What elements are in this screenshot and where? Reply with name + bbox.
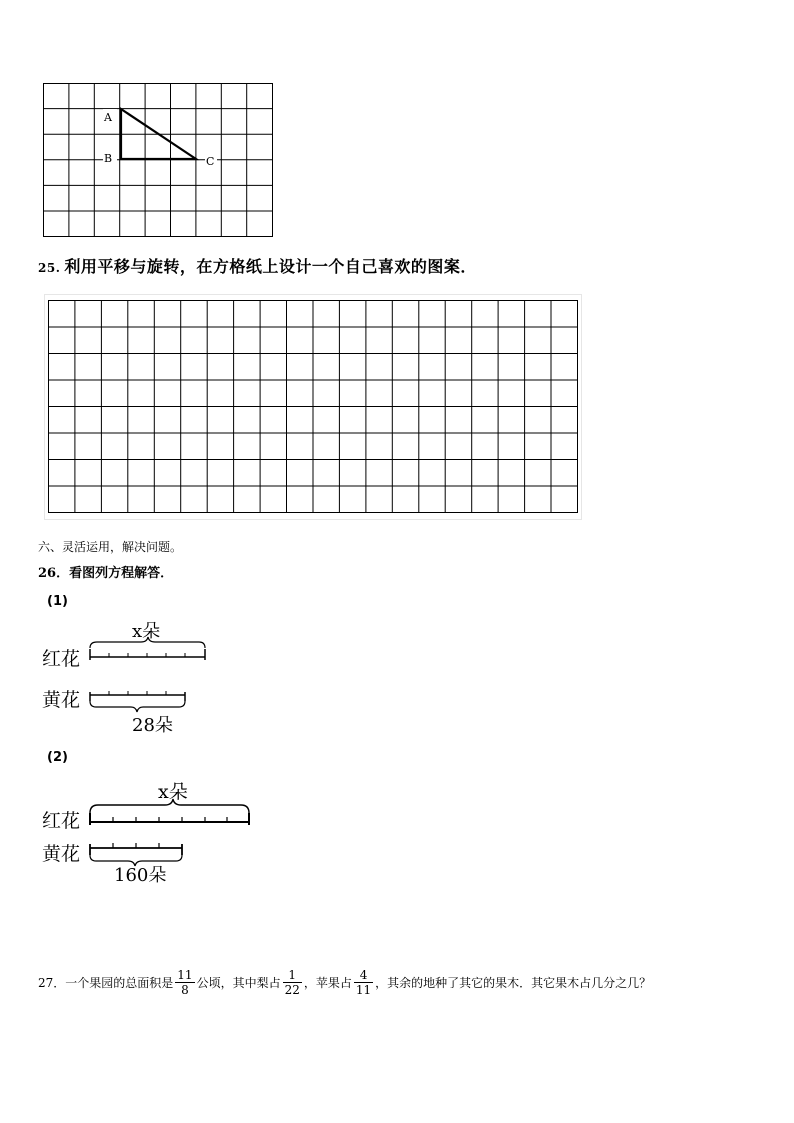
q26-text: 看图列方程解答． [69,566,174,581]
q24-grid-svg [43,83,275,239]
part2-red-label: 红花 [42,810,81,832]
q27-text-3: ，苹果占 [303,975,352,990]
part1-yellow-label: 黄花 [42,689,81,711]
part2-yellow-value: 160朵 [114,865,167,886]
label-b: B [104,152,113,165]
q26-part1-diagram [40,615,220,737]
q27-text-2: 公顷，其中梨占 [196,975,281,990]
q24-grid-figure [43,83,275,239]
q25-grid-svg [44,294,582,520]
part2-yellow-label: 黄花 [42,843,81,865]
section-6-title: 六、灵活运用，解决问题。 [38,540,183,554]
question-25 [38,254,477,277]
frac3-denominator: 11 [355,982,372,997]
question-27 [38,962,651,1002]
part1-red-brace [90,637,205,648]
label-a: A [104,111,112,124]
q27-text-4: ，其余的地种了其它的果木．其它果木占几分之几？ [375,975,652,990]
q27-fraction-apple [355,968,372,997]
q25-number: 25. [38,261,61,275]
frac2-numerator: 1 [288,967,297,982]
frac1-numerator: 11 [177,967,193,982]
q26-part1-label: (1) [47,594,68,609]
q26-number: 26． [38,566,70,581]
part1-yellow-value: 28朵 [132,715,173,736]
part1-red-label: 红花 [42,648,81,670]
q27-number: 27． [38,975,66,990]
q27-fraction-area [176,968,193,997]
q26-part2-label: (2) [47,750,68,765]
q27-fraction-pear [284,968,301,997]
q27-text-1: 一个果园的总面积是 [65,975,174,990]
part2-red-value: x朵 [158,781,188,803]
q26-part1-svg [40,615,220,737]
frac3-numerator: 4 [359,967,368,982]
frac1-denominator: 8 [181,982,189,997]
q25-grid-lines [48,300,578,513]
part1-red-value: x朵 [132,621,161,642]
q26-part2-diagram [40,777,260,889]
q26-part2-svg [40,777,260,889]
q25-text: 利用平移与旋转，在方格纸上设计一个自己喜欢的图案． [64,257,477,276]
question-26 [38,562,173,581]
part1-yellow-brace [90,701,185,712]
q25-design-grid [44,294,582,520]
label-c: C [206,155,215,168]
frac2-denominator: 22 [284,982,300,997]
